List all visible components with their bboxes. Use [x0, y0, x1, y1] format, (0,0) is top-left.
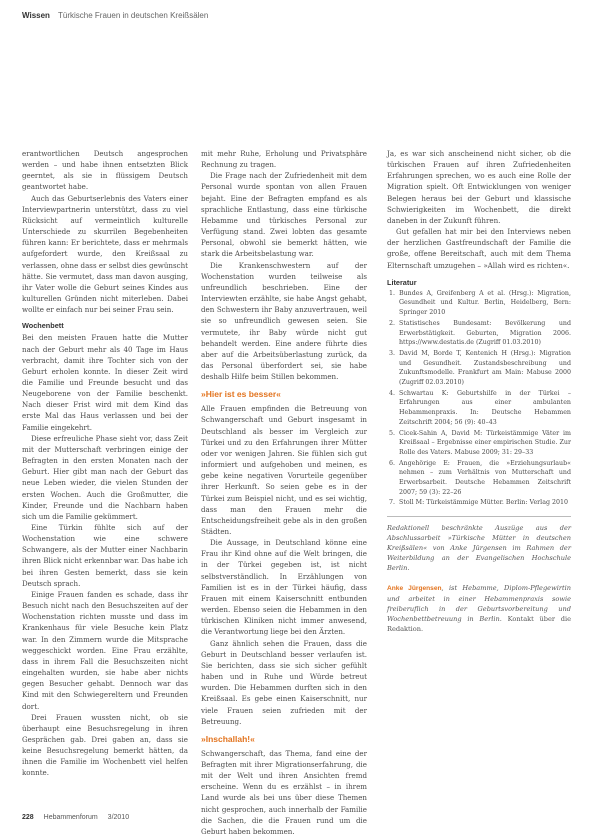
section-label: Wissen — [22, 11, 50, 20]
section-heading-inschallah: »Inschallah!« — [201, 733, 255, 744]
paragraph: erantwortlichen Deutsch angesprochen werden – und habe ihnen entsetzten Blick geerntet, als sie in flüssigem Deutsch geantwortet habe. — [22, 149, 188, 192]
paragraph: Gut gefallen hat mir bei den Interviews neben der herzlichen Gastfreundschaft der Familie die große, offene Bereitschaft, auch mit dem Thema Elternschaft umzugehen – »Allah wird es richten«. — [387, 227, 571, 270]
paragraph: Diese erfreuliche Phase sieht vor, dass Zeit mit der Mutterschaft verbringen einige der Befragten in den ersten Monaten nach der Geburt. Hier gibt man nach der Geburt das neue Leben wieder, die vielen Stunden der ersten Wochen. Auch die Großmutter, die Kinder, Freunde und die Nachbarn haben sich um die Familie gekümmert. — [22, 433, 188, 521]
running-header — [22, 9, 582, 23]
paragraph: mit mehr Ruhe, Erholung und Privatsphäre Rechnung zu tragen. — [201, 149, 367, 170]
text-column-3 — [387, 148, 571, 800]
author-contact: Kontakt über die Redaktion. — [387, 615, 572, 634]
author-bio: ist Hebamme, Diplom-Pflegewirtin und arbeitet in einer Hebammenpraxis sowie freiberuflich in der Geburtsvorbereitung und Wochenbettbetreuung in Berlin. — [387, 584, 571, 624]
paragraph: Einige Frauen fanden es schade, dass ihr Besuch nicht nach den Besuchszeiten auf der Wochenstation richten musste und dass im Krankenhaus für viele Besuche kein Platz war. In den Zimmern wurde die Mitsprache weggeschickt worden. Eine Frau erzählte, dass in ihrem Fall die Besuchszeiten nicht eingehalten wurden, sie habe aber nichts gegen Besucher gehabt. Dennoch war das Kind mit den Schwiegereltern und Freunden dort. — [22, 589, 188, 711]
editorial-note — [387, 516, 571, 573]
paragraph: Schwangerschaft, das Thema, fand eine der Befragten mit ihrer Migrationserfahrung, die mit der Welt und ihren Ansichten fremd erscheine. Wenn du es erzählst – in ihrem Land wurde als bei uns über diese Themen nicht gesprochen, auch innerhalb der Familie die Sachen, die die Frauen rund um die Geburt haben bekommen. — [201, 748, 367, 836]
publication-name: Hebammenforum — [43, 814, 98, 821]
section-heading-wochenbett: Wochenbett — [22, 321, 64, 331]
paragraph: Die Krankenschwestern auf der Wochenstation wurden teilweise als unfreundlich beschrieben. Eine der Interviewten erzählte, sie habe Angst gehabt, den Schwestern ihr Baby anzuvertrauen, weil sie so unfreundlich gewesen seien. Sie vermutete, ihr Baby würde nicht gut behandelt werden. Eine andere führte dies aber auf die Arbeitsüberlastung zurück, da das Personal überfordert sei, sie habe deshalb Hilfe beim Stillen bekommen. — [201, 260, 367, 382]
issue-number: 3/2010 — [107, 814, 130, 821]
page-number: 228 — [22, 814, 34, 821]
literature-item: 4. Schwartau K: Geburtshilfe in der Türkei – Erfahrungen aus einer ambulanten Hebammenpraxis. In: Deutsche Hebammen Zeitschrift 2004; 56 (9): 40–43 — [397, 389, 571, 428]
text-column-2 — [201, 148, 367, 836]
literature-heading: Literatur — [387, 277, 417, 287]
literature-section — [387, 277, 571, 508]
literature-item: 6. Angehörige E: Frauen, die »Erziehungsurlaub« nehmen – zum Verhältnis von Mutterschaft und Erwerbsarbeit. Deutsche Hebammen Zeitschrift 2007; 59 (3): 22–26 — [397, 459, 571, 498]
section-heading-hier-ist-es-besser: »Hier ist es besser« — [201, 389, 281, 400]
paragraph: Eine Türkin fühlte sich auf der Wochenstation wie eine schwere Schwangere, als der Mutter einer Nachbarin ihren Blick nicht erkennbar war. Das habe ich bei ihren Gesten bemerkt, dass sie kein Deutsch sprach. — [22, 523, 188, 588]
literature-item: 2. Statistisches Bundesamt: Bevölkerung und Erwerbstätigkeit. Geburten, Migration 2006. https://www.destatis.de (Zugriff 01.03.2010) — [397, 319, 571, 348]
paragraph: Bei den meisten Frauen hatte die Mutter nach der Geburt mehr als 40 Tage im Haus verbracht, damit ihre Tochter sich von der Geburt erholen konnte. In dieser Zeit wird die Familie und Freunde besucht und das Neugeborene von der Familie beschenkt. Nach dieser Frist wird mit dem Kind das erste Mal das Haus verlassen und bei der Familie eingekehrt. — [22, 333, 188, 432]
literature-item: 5. Cicek-Sahin A, David M: Türkeistämmige Väter im Kreißsaal – Ergebnisse einer empirischen Studie. Zur Rolle des Vaters. Mabuse 2009; 31: 29–33 — [397, 429, 571, 458]
editorial-note-text: Redaktionell beschränkte Auszüge aus der Abschlussarbeit »Türkische Mütter in deutschen Kreißsälen« von Anke Jürgensen im Rahmen der Weiterbildung an der Evangelischen Hochschule Berlin. — [387, 524, 571, 573]
paragraph: Auch das Geburtserlebnis des Vaters einer Interviewpartnerin unterstützt, dass zu viel Rücksicht auf vermeintlich kulturelle Unterschiede zu skurrilen Begebenheiten führen kann: Er berichtete, dass er mehrmals aufgefordert wurde, den Kreißsaal zu verlassen, ohne dass er selbst dies gewünscht hätte. Sie vermutet, dass man davon ausging, ihr Vater wolle die Geburt seines Kindes aus kulturellen Gründen nicht miterleben. Dabei wollte er einfach nur bei seiner Frau sein. — [22, 193, 188, 315]
header-subtitle: Türkische Frauen in deutschen Kreißsälen — [58, 11, 209, 20]
paragraph: Die Frage nach der Zufriedenheit mit dem Personal wurde spontan von allen Frauen bejaht. Eine der Befragten empfand es als sprachliche Entlastung, dass eine türkische Hebamme und türkisches Personal zur Verfügung stand. Zwei lobten das gesamte Personal, obwohl sie bemerkt hätten, wie stark die Arbeitsbelastung war. — [201, 171, 367, 259]
text-column-1 — [22, 148, 188, 800]
paragraph: Ja, es war sich anscheinend nicht sicher, ob die türkischen Frauen auf ihren Zufriedenheiten Erfahrungen sprechen, wo es auch eine Rolle der Migration spielt. Oft Entwicklungen von weniger Belegen heraus bei der Geburt und klassische Schwierigkeiten im Wochenbett, die direkt daneben in der Zukunft führen. — [387, 149, 571, 225]
paragraph: Drei Frauen wussten nicht, ob sie überhaupt eine Besuchsregelung in ihren Gesprächen gab. Drei gaben an, dass sie keine Besuchsregelung bemerkt hätten, da ihnen die Familie im Wochenbett viel helfen konnte. — [22, 712, 188, 778]
literature-item: 7. Stoll M: Türkeistämmige Mütter. Berlin: Verlag 2010 — [397, 498, 571, 508]
literature-item: 3. David M, Borde T, Kentenich H (Hrsg.): Migration und Gesundheit. Zustandsbeschreibung und Zukunftsmodelle. Frankfurt am Main: Mabuse 2000 (Zugriff 02.03.2010) — [397, 349, 571, 388]
paragraph: Die Aussage, in Deutschland könne eine Frau ihr Kind ohne auf die Welt bringen, die in der Türkei gegeben ist, ist nicht selbstverständlich. In Erzählungen von Familien ist es in der Türkei häufig, dass Frauen mit einem Kaiserschnitt entbunden werden. Ebenso seien die Hebammen in den türkischen Kliniken nicht immer anwesend, die Verantwortung liege bei den Ärzten. — [201, 538, 367, 637]
page-footer — [22, 812, 322, 824]
literature-item: 1. Bundes A, Greifenberg A et al. (Hrsg.): Migration, Gesundheit und Kultur. Berlin, Heidelberg, Bern: Springer 2010 — [397, 289, 571, 318]
author-name: Anke Jürgensen — [387, 585, 442, 593]
author-box: Anke Jürgensen, ist Hebamme, Diplom-Pflegewirtin und arbeitet in einer Hebammenpraxis sowie freiberuflich in der Geburtsvorbereitung und Wochenbettbetreuung in Berlin. Kontakt über die Redaktion. — [387, 584, 572, 634]
paragraph: Ganz ähnlich sehen die Frauen, dass die Geburt in Deutschland besser verlaufen ist. Sie berichten, dass sie sich sicher gefühlt haben und in Ruhe und Würde betreut wurden. Die Hebammen durften sich in den Kreißsaal. Es gebe einen Kaiserschnitt, nur viele Frauen seien zufrieden mit der Betreuung. — [201, 638, 367, 726]
divider — [387, 516, 571, 517]
paragraph: Alle Frauen empfinden die Betreuung von Schwangerschaft und Geburt insgesamt in Deutschland als besser im Vergleich zur Türkei und zu den Erfahrungen ihrer Mütter oder vor wenigen Jahren. Sie fühlen sich gut informiert und aufgehoben und meinen, es gebe keine negativen Vorurteile gegenüber ihrer Herkunft. So seien gebe es in der Türkei zum Beispiel nicht, und es sei wichtig, dass man den Frauen mehr die Entscheidungsfreiheit gebe als in den großen Städten. — [201, 404, 367, 536]
literature-list — [387, 289, 571, 508]
